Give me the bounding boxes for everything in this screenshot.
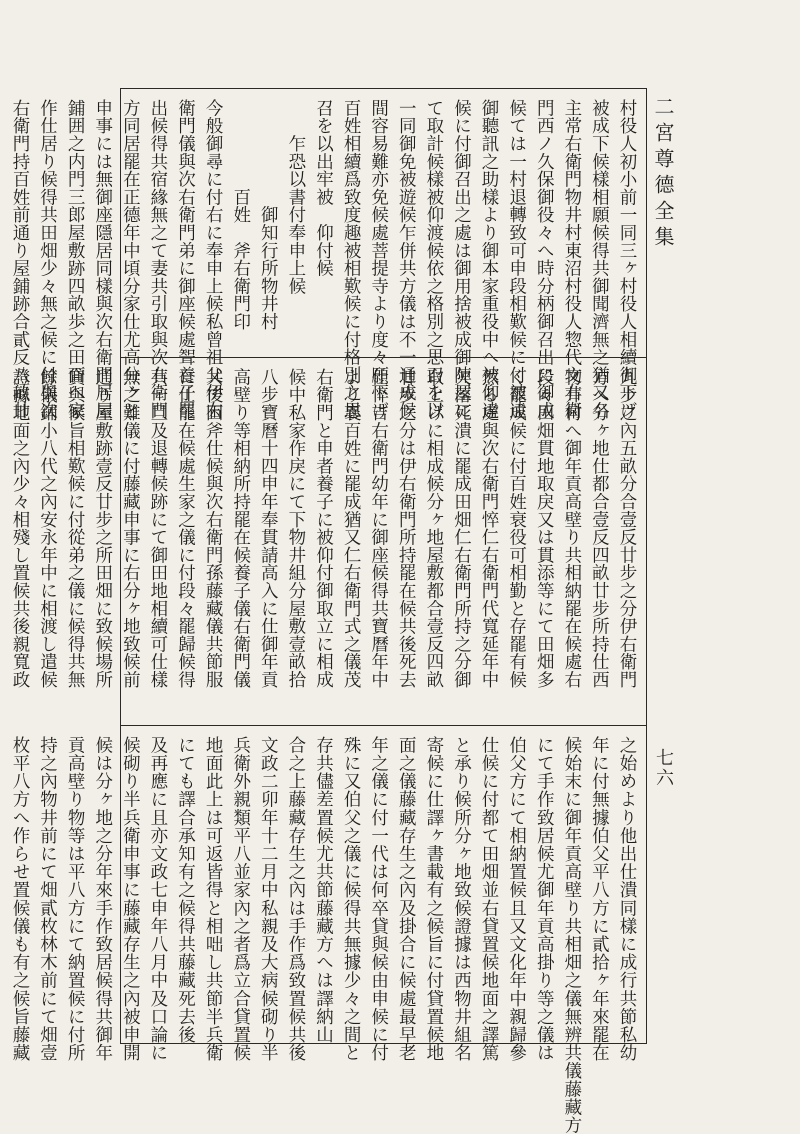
text-line: 候中私家作戾にて下物井組分屋敷壹畝拾	[285, 368, 306, 689]
text-band-bottom	[9, 725, 646, 1134]
text-line: 證據地面之內少々相殘し置候共後親寬政	[9, 368, 30, 689]
text-line: 申事には無御座隱居同樣與次右衛門居屋	[92, 99, 113, 420]
text-line: 然る處與次右衛門悴仁右衛門代寬延年中	[479, 368, 500, 689]
column-group	[9, 368, 640, 716]
text-line: 年之儀に付一代は何卒貸與候由申候に付	[368, 736, 389, 1062]
text-line: 通り屋敷跡壹反廿步之所田畑に致候場所	[92, 368, 113, 689]
text-line: 合之上藤藏存生之內は手作爲致置候共後	[285, 736, 306, 1062]
text-line: 持之內物井前にて畑貳枚林木前にて畑壹	[37, 736, 58, 1062]
text-line: 廿步之分は伊右衛門所持罷在候共後死去	[396, 368, 417, 689]
page-number: 七六	[653, 748, 674, 788]
text-line: 貢高壁り物等は平八方にて納置候に付所	[65, 736, 86, 1062]
text-line: 村役人初小前一同三ヶ村役人相續御下げ	[617, 99, 637, 420]
text-line: 乍恐以書付奉申上候	[285, 99, 306, 295]
text-line: 之始めより他出仕潰同樣に成行共節私幼	[617, 736, 637, 1062]
text-line: 九步之內五畝分合壹反廿步之分伊右衛門	[617, 368, 637, 689]
text-line: 今般御尋に付右に奉申上候私曾祖父伊右	[203, 99, 224, 420]
text-line: 作仕居り候得共田畑少々無之候に付與次	[37, 99, 58, 420]
text-line: 鋪囲之内門三郎屋敷跡四畝歩之田面へ家	[65, 99, 86, 420]
text-line: に仕罷在候處生家之儀に付段々罷歸候得	[175, 368, 196, 689]
text-line: にても譯合承知有之候得共藤藏死去後	[175, 736, 196, 1044]
text-line: 共一旦及退轉候跡にて御田地相續可仕樣	[147, 368, 168, 689]
text-line: と承り候所分ヶ地致候證據は西物井組名	[451, 736, 472, 1062]
text-line: 物井村へ御年貢高壁り共相納罷在候處右	[561, 368, 582, 689]
text-line: 百姓相續爲致度趣被相歎候に付格別之思	[341, 99, 362, 420]
text-line: 候ては一村退轉致可申段相歎候に付被遠	[506, 99, 527, 420]
text-line: 召を以出牢被 仰付候	[313, 99, 334, 277]
text-line: 八步寶曆十四申年奉貫請高入に仕御年貢	[258, 368, 279, 689]
text-line: 御知行所物井村	[258, 99, 279, 331]
text-band-top	[9, 89, 646, 420]
text-line: 仕悴吉右衛門幼年に御座候得共寶曆年中	[368, 368, 389, 689]
text-line: 寄候に仕譯ヶ書載有之候旨に付貸置候地	[423, 736, 444, 1062]
text-line: 一同御免被遊候乍併共方儀は不一通成候	[396, 99, 417, 420]
text-line: 存共儘差置候尤共節藤藏方へは譯納山	[313, 736, 334, 1044]
text-line: 御聽訊之助樣より御本家重役中へ被仰達	[479, 99, 500, 420]
text-line: 餘儀鋪小八代之內安永年中に相渡し遣候	[37, 368, 58, 689]
text-line: より襄百姓に罷成猶又仁右衛門式之儀茂	[341, 368, 362, 689]
text-line: 候砌り半兵衛申事に藤藏存生之內被申開	[120, 736, 141, 1062]
text-line: 兵衛外親類平八並家內之者爲立合貸置候	[230, 736, 251, 1062]
text-line: 面之儀藤藏存生之內及掛合に候處最早老	[396, 736, 417, 1062]
text-line: 被成下候樣相願候得共御聞濟無之猶又名	[589, 99, 610, 420]
text-line: 及再應に且亦文政七申年八月中及口論に	[147, 736, 168, 1062]
text-line: にて手作致居候尤御年貢高掛り等之儀は	[534, 736, 555, 1062]
text-line: 仕候に付都て田畑並右貸置候地面之譯篤	[479, 736, 500, 1062]
text-line: 右衛門持百姓前通り屋鋪跡合貳反八畝廿	[9, 99, 30, 420]
text-line: 伯父方にて相納置候且又文化年中親歸參	[506, 736, 527, 1062]
text-frame	[9, 88, 647, 1134]
text-line: 候は分ヶ地之分年來手作致居候得共御年	[92, 736, 113, 1062]
text-line: 候に付御召出之處は御用捨被成御陣屋に	[451, 99, 472, 420]
text-line: 共後困斧仕候與次右衛門孫藤藏儀共節服	[203, 368, 224, 689]
text-line: 間容易難亦免候處菩提寺より度々願下げ	[368, 99, 389, 420]
text-line: 欠落死潰に罷成田畑仁右衛門所持之分御	[451, 368, 472, 689]
text-line: 主常右衛門物井村東沼村役人惣代文右衛	[561, 99, 582, 420]
text-line: 殊に又伯父之儀に候得共無據少々之間と	[341, 736, 362, 1062]
text-line: 取上げに相成候分ヶ地屋敷都合壹反四畝	[423, 368, 444, 689]
text-line: 高壁り等相納所持罷在候養子儀右衛門儀	[230, 368, 251, 689]
text-line: 百姓 斧右衛門印	[230, 99, 251, 331]
text-line: 右衛門と申者養子に被仰付御取立に相成	[313, 368, 334, 689]
text-line: 無之難儀に付藤藏申事に右分ヶ地致候前	[120, 368, 141, 689]
text-line: 衛門儀與次右衛門弟に御座候處聟養子罷	[175, 99, 196, 420]
text-line: 方へ分ヶ地仕都合壹反四畝廿步所持仕西	[589, 368, 610, 689]
text-line: 出候得共宿緣無之て妻共引取與次右衛門	[147, 99, 168, 420]
text-line: 年に付無據伯父平八方に貳拾ヶ年來罷在	[589, 736, 610, 1062]
running-header: 二宮尊德全集	[651, 96, 675, 252]
text-line: 枚平八方へ作らせ置候儀も有之候旨藤藏	[9, 736, 30, 1062]
column-group	[9, 99, 640, 420]
text-line: 方同居罷在正德年中頃分家仕尤高分ヶと	[120, 99, 141, 420]
text-line: 門西ノ久保御役々へ時分柄御召出に御成	[534, 99, 555, 420]
column-group	[9, 736, 640, 1134]
text-line: て取計候樣被仰渡候依之格別之思召を以	[423, 99, 444, 420]
text-line: く罷成候に付百姓衰役可相勤と存罷有候	[506, 368, 527, 689]
text-line: 段々田畑貫地取戾又は貫添等にて田畑多	[534, 368, 555, 689]
text-line: 候始末に御年貢高壁り共相畑之儀無辨共儀藤藏方	[561, 736, 582, 1134]
text-line: 地面此上は可返皆得と相咄し共節半兵衛	[203, 736, 224, 1062]
text-line: 文政二卯年十二月中私親及大病候砌り半	[258, 736, 279, 1062]
text-line: 貸與候旨相歎候に付從弟之儀に候得共無	[65, 368, 86, 689]
text-band-middle	[9, 357, 646, 722]
